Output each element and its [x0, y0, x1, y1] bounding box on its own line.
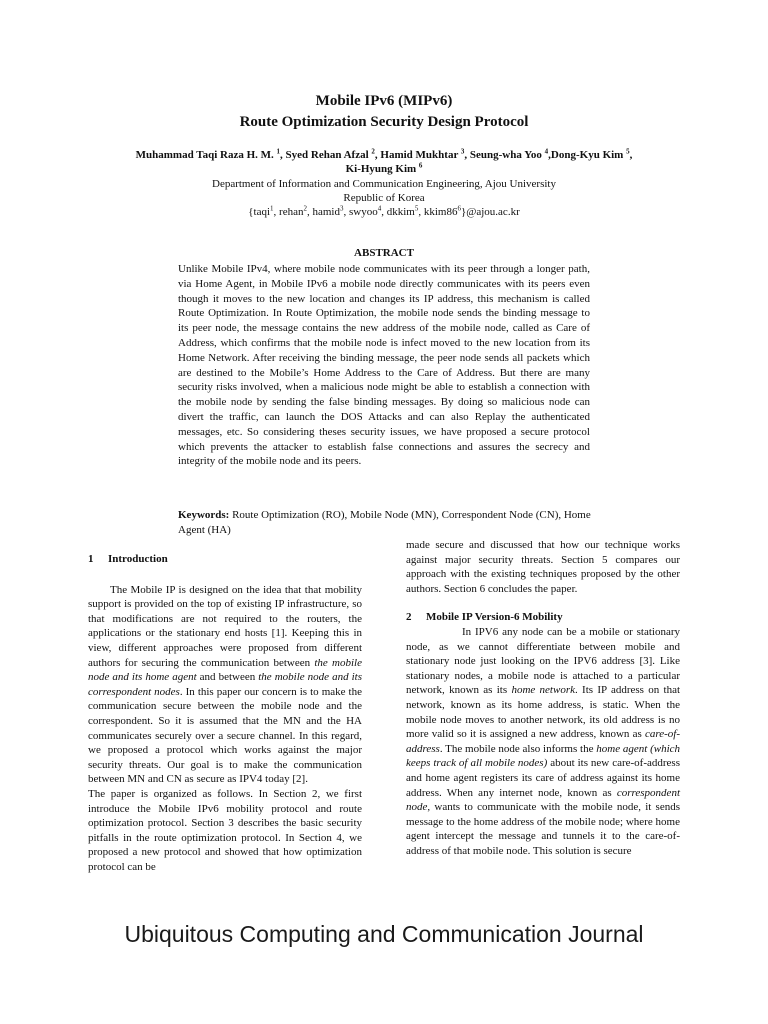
journal-footer: Ubiquitous Computing and Communication Journal [124, 921, 644, 947]
section-title: Mobile IP Version-6 Mobility [426, 611, 563, 624]
paragraph-text: . In this paper our concern is to make the communication secure between the mobile node and the correspondent. So it is assumed that the MN and the HA communicates securely over a secure channel. In this regard, we proposed a protocol which works against the major security threats. Our goal is to make the communication between MN and CN as secure as IPV4 today [2]. [88, 685, 362, 786]
author-index: 3 [339, 204, 344, 213]
section-number: 1 [88, 553, 94, 565]
paragraph-text: , wants to communicate with the mobile node, it sends message to the home address of the mobile node; where home agent intercept the message and tunnels it to the care-of-address of that mobile node. This solution is secure [406, 801, 680, 857]
author-list: Muhammad Taqi Raza H. M. $^1$, Syed Rehan Afzal $^2$, Hamid Mukhtar $^3$, Seung-wha Yoo $^4$,Dong-Kyu Kim $^5$, Ki-Hyung Kim $^6$ [135, 147, 633, 175]
paragraph-text: . The mobile node also informs the [439, 742, 597, 755]
author-index: 1 [270, 204, 274, 213]
emphasis-text: home network [511, 684, 575, 697]
emphasis-text: the mobile node and its home agent [88, 656, 362, 684]
mobility-paragraph [406, 625, 680, 859]
emphasis-text: home agent (which keeps track of all mobile nodes) [406, 742, 681, 770]
email-user: taqi [253, 206, 271, 218]
email-user: kkim86 [423, 206, 458, 218]
paper-title-line2: Route Optimization Security Design Protocol [239, 114, 529, 130]
email-user: rehan [279, 206, 304, 218]
paragraph-text: In IPV6 any node can be a mobile or stationary node, as we cannot differentiate between mobile and stationary node just looking on the IPV6 address [3]. Like stationary nodes, a mobile node is attached to a particular network, known as its [406, 625, 680, 697]
author-name: Seung-wha Yoo [469, 149, 542, 161]
paragraph-text: . Its IP address on that network, known as its home address, is static. When the mobile node moves to another network, its old address is no more valid so it is assigned a new address, known as [406, 684, 681, 741]
keywords-text: Route Optimization (RO), Mobile Node (MN), Correspondent Node (CN), Home Agent (HA) [178, 509, 591, 536]
affiliation-country: Republic of Korea [343, 192, 425, 204]
email-user: dkkim [386, 206, 415, 218]
abstract-heading: ABSTRACT [354, 247, 414, 259]
email-user: swyoo [348, 206, 378, 218]
author-index: 1 [276, 147, 281, 156]
email-brace: { [248, 206, 254, 218]
intro-paragraph-2-continued: made secure and discussed that how our technique works against major security threats. Section 5 compares our approach with the existing techniques proposed by the other authors. Section 6 concludes the paper. [406, 539, 680, 595]
author-name: Hamid Mukhtar [380, 149, 459, 161]
author-index: 4 [377, 204, 382, 213]
section-heading [406, 610, 680, 625]
author-index: 2 [371, 147, 375, 156]
affiliation-department: Department of Information and Communication Engineering, Ajou University [212, 178, 556, 190]
author-index: 5 [414, 204, 419, 213]
author-emails: {taqi$^1$, rehan$^2$, hamid$^3$, swyoo$^4$, dkkim$^5$, $kkim86^6\}@ajou.ac.kr$ [248, 204, 520, 218]
author-index: 2 [303, 204, 307, 213]
intro-paragraph-1 [88, 583, 362, 787]
left-column [88, 552, 362, 874]
author-name: Dong-Kyu Kim [550, 149, 624, 161]
right-column [406, 538, 680, 858]
paper-title-line1: Mobile IPv6 (MIPv6) [315, 93, 453, 109]
keywords [178, 508, 592, 537]
abstract-text: Unlike Mobile IPv4, where mobile node communicates with its peer through a longer path, via Home Agent, in Mobile IPv6 a mobile node directly communicates with its peers even though it moves to the new location and changes its IP address, this mechanism is called Route Optimization. In Route Optimization, the mobile node sends the binding message to its peer node, the message contains the new address of the mobile node, called as Care of Address, which confirms that the mobile node is infect moved to the new location from its Home Network. After receiving the binding message, the peer node sends all packets which are destined to the Mobile’s Home Address to the Care of Address. But there are many security risks involved, when a malicious node might be able to establish a connection with the mobile node by sending the false binding messages. By doing so malicious node can divert the traffic, can launch the DOS Attacks and can also Replay the authenticated messages, etc. So considering theses security issues, we have proposed a secure protocol which prevents the attacker to establish false connections and assures the secrecy and integrity of the mobile node and its peers. [178, 263, 590, 468]
paragraph-text: The Mobile IP is designed on the idea that that mobility support is provided on the top of existing IP infrastructure, so that modifications are not required to the routers, the applications or the stationary end hosts [1]. Keeping this in view, different approaches were proposed from different authors for securing the communication between [88, 583, 362, 669]
emphasis-text: the mobile node and its correspondent nodes [88, 671, 362, 698]
author-name: Ki-Hyung Kim [345, 163, 417, 175]
section-heading [88, 552, 362, 567]
author-index: 3 [460, 147, 465, 156]
email-domain: }@ajou.ac.kr [460, 206, 520, 218]
emphasis-text: correspondent node [406, 786, 680, 814]
paragraph-text: about its new care-of-address and home agent registers its care of address against its home address. When any internet node, known as [406, 757, 680, 799]
author-name: Syed Rehan Afzal [285, 149, 369, 161]
intro-paragraph-2: The paper is organized as follows. In Section 2, we first introduce the Mobile IPv6 mobility protocol and route optimization protocol. Section 3 describes the basic security pitfalls in the route optimization protocol. In Section 4, we proposed a new protocol and showed that how optimization protocol can be [88, 787, 362, 873]
paragraph-text: and between [196, 671, 259, 684]
author-index: 6 [457, 204, 461, 213]
section-number: 2 [406, 611, 412, 624]
author-index: 6 [418, 161, 423, 170]
email-user: hamid [312, 206, 340, 218]
section-title: Introduction [108, 553, 168, 565]
author-index: 4 [544, 147, 549, 156]
keywords-label: Keywords: [178, 509, 230, 521]
emphasis-text: care-of-address [406, 728, 680, 755]
author-index: 5 [626, 147, 630, 156]
author-name: Muhammad Taqi Raza H. M. [135, 149, 274, 161]
